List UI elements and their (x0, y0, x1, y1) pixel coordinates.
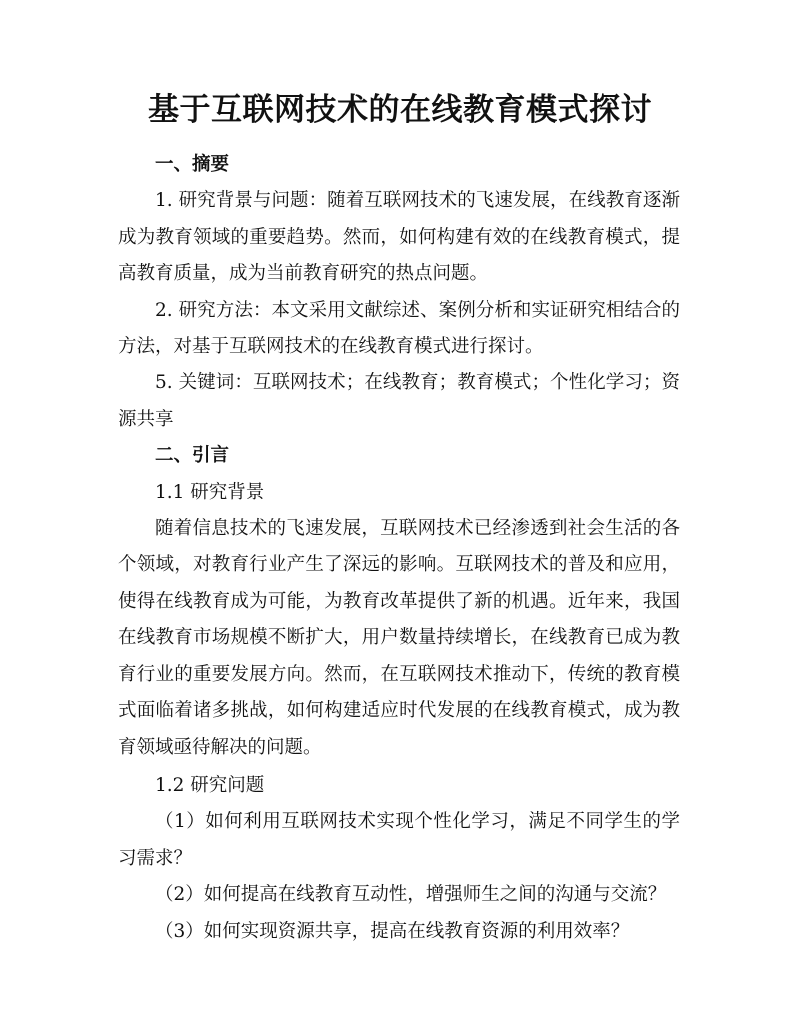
document-body (118, 147, 680, 950)
research-question-3: （3）如何实现资源共享，提高在线教育资源的利用效率？ (155, 920, 630, 942)
research-question-2: （2）如何提高在线教育互动性，增强师生之间的沟通与交流？ (155, 884, 667, 906)
abstract-item-method: 2. 研究方法：本文采用文献综述、案例分析和实证研究相结合的方法，对基于互联网技术的在线教育模式进行探讨。 (118, 299, 680, 358)
background-paragraph: 随着信息技术的飞速发展，互联网技术已经渗透到社会生活的各个领域，对教育行业产生了深远的影响。互联网技术的普及和应用，使得在线教育成为可能，为教育改革提供了新的机遇。近年来，我国在线教育市场规模不断扩大，用户数量持续增长，在线教育已成为教育行业的重要发展方向。然而，在互联网技术推动下，传统的教育模式面临着诸多挑战，如何构建适应时代发展的在线教育模式，成为教育领域亟待解决的问题。 (118, 518, 680, 758)
section-heading-abstract: 一、摘要 (155, 154, 230, 175)
abstract-item-keywords: 5. 关键词：互联网技术；在线教育；教育模式；个性化学习；资源共享 (118, 372, 680, 430)
subsection-heading-background: 1.1 研究背景 (155, 481, 265, 503)
section-heading-introduction: 二、引言 (155, 445, 230, 467)
abstract-item-background: 1. 研究背景与问题：随着互联网技术的飞速发展，在线教育逐渐成为教育领域的重要趋势。然而，如何构建有效的在线教育模式，提高教育质量，成为当前教育研究的热点问题。 (118, 190, 680, 285)
document-title: 基于互联网技术的在线教育模式探讨 (148, 92, 652, 128)
research-question-1: （1）如何利用互联网技术实现个性化学习，满足不同学生的学习需求？ (118, 811, 680, 869)
subsection-heading-questions: 1.2 研究问题 (155, 774, 265, 796)
